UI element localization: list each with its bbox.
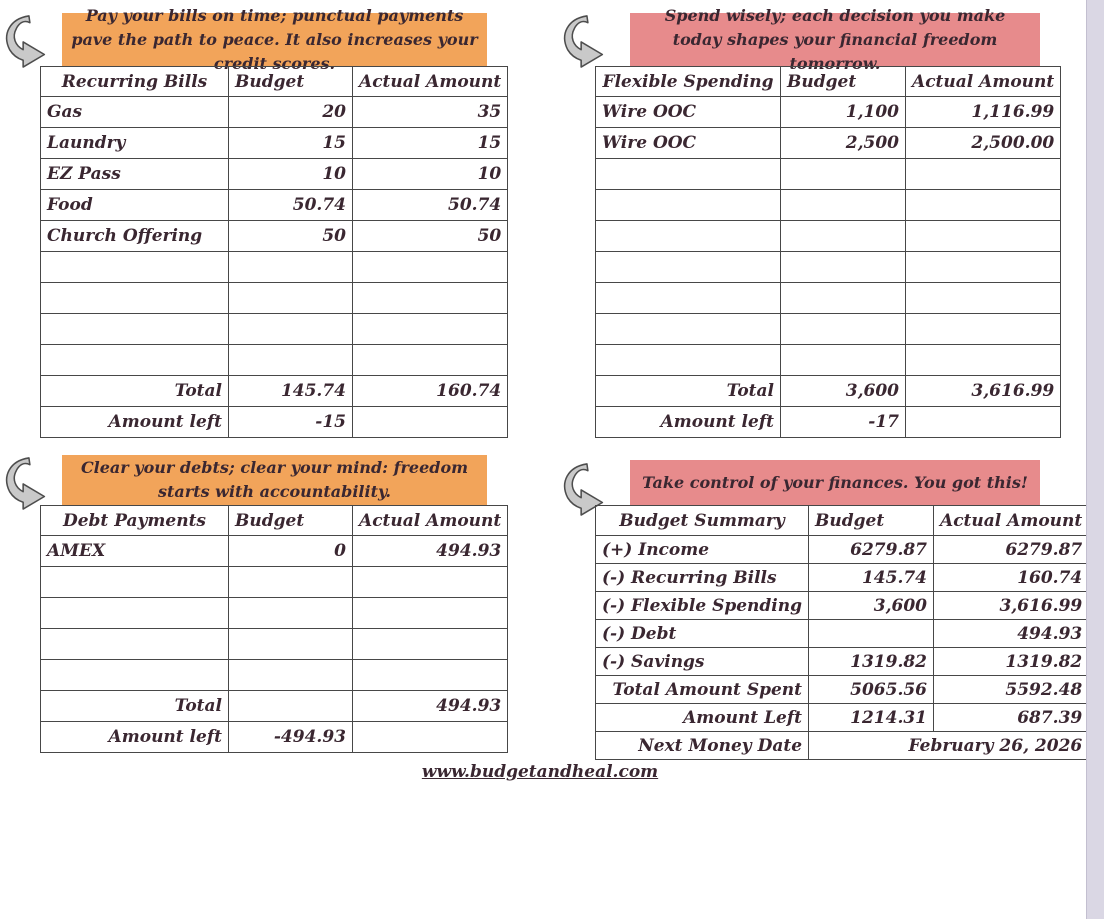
amount-left-budget-cell: -17 [781,407,906,438]
column-header-budget: Budget [229,506,353,536]
budget-cell [229,252,353,283]
column-header-budget: Budget [809,506,934,536]
spending-name-cell: Wire OOC [596,97,781,128]
budget-cell: 0 [229,536,353,567]
bill-name-cell [41,252,229,283]
summary-row-recurring [596,564,1089,592]
amount-left-label: Amount left [596,407,781,438]
budget-cell: 1,100 [781,97,906,128]
amount-left-row [41,407,508,438]
budget-cell [781,345,906,376]
budget-cell: 10 [229,159,353,190]
summary-label: (-) Recurring Bills [596,564,809,592]
budget-cell [229,283,353,314]
column-header-debt-payments: Debt Payments [41,506,229,536]
next-money-date-label: Next Money Date [596,732,809,760]
budget-cell [809,620,934,648]
amount-left-budget-cell: -15 [229,407,353,438]
column-header-actual-amount: Actual Amount [906,67,1061,97]
table-row [41,283,508,314]
summary-row-savings [596,648,1089,676]
website-link[interactable]: www.budgetandheal.com [421,762,659,782]
amount-left-label: Amount left [41,407,229,438]
actual-cell: 15 [353,128,508,159]
amount-left-budget-cell: -494.93 [229,722,353,753]
actual-cell [353,598,508,629]
total-label: Total [41,376,229,407]
budget-cell [781,190,906,221]
bill-name-cell [41,314,229,345]
column-header-flexible-spending: Flexible Spending [596,67,781,97]
total-actual-cell: 3,616.99 [906,376,1061,407]
budget-cell [229,629,353,660]
actual-cell [906,159,1061,190]
total-actual-cell: 494.93 [353,691,508,722]
spending-name-cell: Wire OOC [596,128,781,159]
column-header-actual-amount: Actual Amount [934,506,1089,536]
actual-cell: 5592.48 [934,676,1089,704]
summary-row-total-spent [596,676,1089,704]
debt-name-cell [41,629,229,660]
actual-cell [906,252,1061,283]
actual-cell: 50 [353,221,508,252]
actual-cell [906,283,1061,314]
summary-row-next-money-date [596,732,1089,760]
column-header-recurring-bills: Recurring Bills [41,67,229,97]
actual-cell [906,221,1061,252]
column-header-budget: Budget [781,67,906,97]
debt-name-cell [41,660,229,691]
budget-cell [781,221,906,252]
table-row [596,314,1061,345]
recurring-bills-table [40,66,508,438]
actual-cell: 160.74 [934,564,1089,592]
actual-cell: 1,116.99 [906,97,1061,128]
total-row [41,376,508,407]
motivation-banner-debt: Clear your debts; clear your mind: freedom starts with accountability. [62,455,487,505]
spending-name-cell [596,159,781,190]
actual-cell [353,567,508,598]
actual-cell: 35 [353,97,508,128]
budget-cell: 15 [229,128,353,159]
table-row [41,598,508,629]
budget-cell: 1319.82 [809,648,934,676]
header-row [41,506,508,536]
budget-cell [229,660,353,691]
actual-cell: 494.93 [353,536,508,567]
actual-cell [906,190,1061,221]
actual-cell: 494.93 [934,620,1089,648]
total-label: Total [41,691,229,722]
summary-label: Total Amount Spent [596,676,809,704]
budget-cell: 2,500 [781,128,906,159]
bill-name-cell: Food [41,190,229,221]
budget-cell: 50 [229,221,353,252]
budget-cell [229,314,353,345]
table-row [41,345,508,376]
motivation-banner-recurring: Pay your bills on time; punctual payments pave the path to peace. It also increases your credit scores. [62,13,487,66]
header-row [41,67,508,97]
total-actual-cell: 160.74 [353,376,508,407]
table-row [596,252,1061,283]
table-row [596,190,1061,221]
amount-left-row [41,722,508,753]
bill-name-cell: Laundry [41,128,229,159]
table-row [596,159,1061,190]
actual-cell [353,629,508,660]
total-budget-cell: 145.74 [229,376,353,407]
bill-name-cell: Gas [41,97,229,128]
table-row [41,536,508,567]
spending-name-cell [596,314,781,345]
budget-cell [229,598,353,629]
actual-cell: 1319.82 [934,648,1089,676]
amount-left-row [596,407,1061,438]
next-money-date-value: February 26, 2026 [809,732,1089,760]
debt-name-cell [41,567,229,598]
table-row [41,159,508,190]
budget-cell [229,345,353,376]
total-budget-cell [229,691,353,722]
flexible-spending-table [595,66,1061,438]
table-row [596,128,1061,159]
header-row [596,506,1089,536]
budget-cell [781,283,906,314]
amount-left-actual-cell [353,407,508,438]
actual-cell [353,345,508,376]
total-row [596,376,1061,407]
summary-row-flexible [596,592,1089,620]
column-header-budget: Budget [229,67,353,97]
debt-payments-table [40,505,508,753]
total-row [41,691,508,722]
column-header-actual-amount: Actual Amount [353,506,508,536]
actual-cell: 3,616.99 [934,592,1089,620]
amount-left-actual-cell [353,722,508,753]
budget-cell: 145.74 [809,564,934,592]
bill-name-cell [41,345,229,376]
budget-cell [781,314,906,345]
budget-cell: 1214.31 [809,704,934,732]
table-row [41,252,508,283]
actual-cell: 687.39 [934,704,1089,732]
budget-summary-table [595,505,1089,760]
actual-cell [353,660,508,691]
amount-left-actual-cell [906,407,1061,438]
header-row [596,67,1061,97]
budget-cell: 5065.56 [809,676,934,704]
summary-label: Amount Left [596,704,809,732]
budget-cell: 3,600 [809,592,934,620]
scrollbar[interactable] [1086,0,1104,919]
total-budget-cell: 3,600 [781,376,906,407]
total-label: Total [596,376,781,407]
summary-label: (-) Flexible Spending [596,592,809,620]
actual-cell [353,314,508,345]
table-row [41,314,508,345]
actual-cell: 2,500.00 [906,128,1061,159]
curved-arrow-icon [0,10,54,72]
table-row [41,221,508,252]
budget-cell: 6279.87 [809,536,934,564]
column-header-budget-summary: Budget Summary [596,506,809,536]
bill-name-cell: Church Offering [41,221,229,252]
summary-row-debt [596,620,1089,648]
bill-name-cell [41,283,229,314]
bill-name-cell: EZ Pass [41,159,229,190]
curved-arrow-icon [558,10,612,72]
actual-cell: 10 [353,159,508,190]
table-row [41,128,508,159]
spending-name-cell [596,221,781,252]
spending-name-cell [596,190,781,221]
spending-name-cell [596,283,781,314]
actual-cell [906,345,1061,376]
budget-cell: 50.74 [229,190,353,221]
budget-cell: 20 [229,97,353,128]
summary-label: (-) Savings [596,648,809,676]
actual-cell [906,314,1061,345]
table-row [596,283,1061,314]
spending-name-cell [596,345,781,376]
summary-row-income [596,536,1089,564]
table-row [596,97,1061,128]
table-row [41,190,508,221]
amount-left-label: Amount left [41,722,229,753]
table-row [596,221,1061,252]
actual-cell [353,252,508,283]
actual-cell [353,283,508,314]
budget-cell [229,567,353,598]
summary-label: (+) Income [596,536,809,564]
actual-cell: 50.74 [353,190,508,221]
summary-row-amount-left [596,704,1089,732]
table-row [596,345,1061,376]
budget-cell [781,159,906,190]
debt-name-cell [41,598,229,629]
table-row [41,660,508,691]
summary-label: (-) Debt [596,620,809,648]
debt-name-cell: AMEX [41,536,229,567]
actual-cell: 6279.87 [934,536,1089,564]
table-row [41,567,508,598]
budget-cell [781,252,906,283]
motivation-banner-summary: Take control of your finances. You got this! [630,460,1040,505]
motivation-banner-flexible: Spend wisely; each decision you make today shapes your financial freedom tomorrow. [630,13,1040,66]
column-header-actual-amount: Actual Amount [353,67,508,97]
spending-name-cell [596,252,781,283]
table-row [41,629,508,660]
table-row [41,97,508,128]
